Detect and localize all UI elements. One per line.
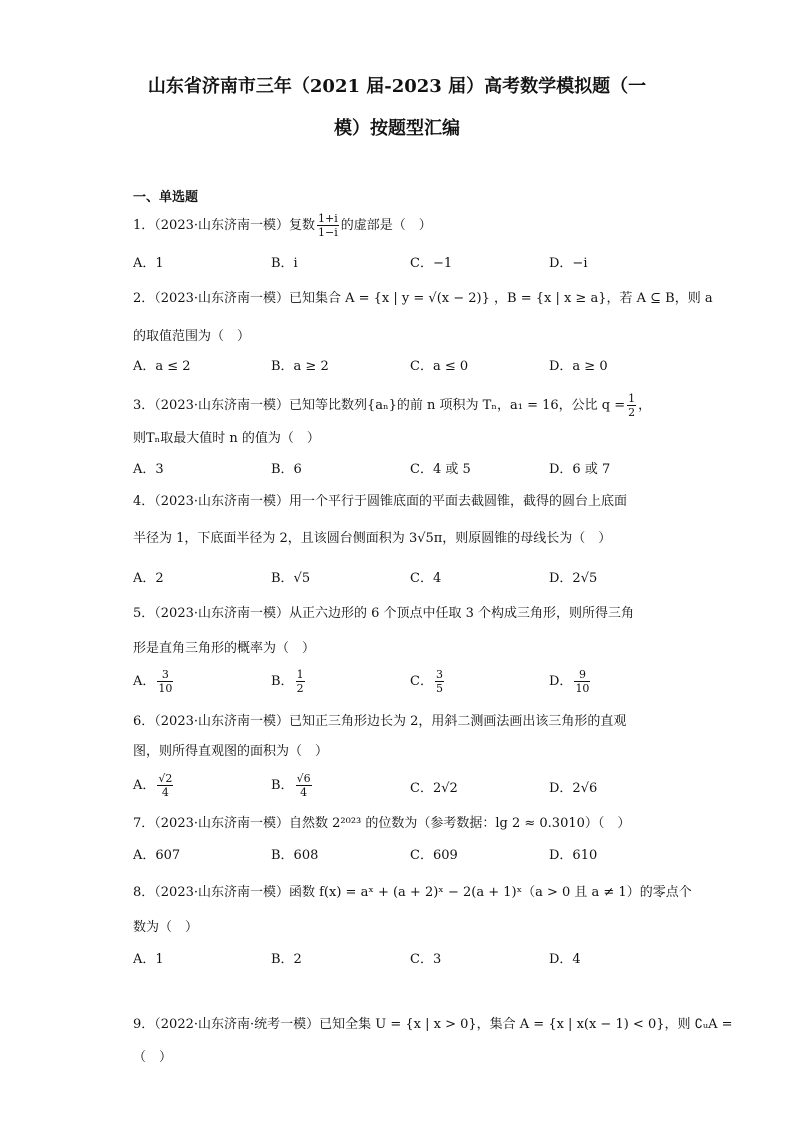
question-2-line-1: 2．（2023·山东济南一模）已知集合 A = {x | y = √(x − 2)} ，B = {x | x ≥ a}，若 A ⊆ B，则 a bbox=[133, 291, 713, 306]
question-3-line-2: 则Tₙ取最大值时 n 的值为（ ） bbox=[133, 431, 320, 446]
question-5-option-a bbox=[133, 668, 175, 695]
option-label: B． bbox=[271, 674, 294, 689]
fraction-numerator: 1 bbox=[628, 392, 636, 405]
question-1-option-b: B．i bbox=[271, 256, 298, 271]
question-7-option-b: B．608 bbox=[271, 848, 319, 863]
title-line-1: 山东省济南市三年（2021 届-2023 届）高考数学模拟题（一 bbox=[147, 76, 647, 97]
question-4-option-c: C．4 bbox=[410, 571, 442, 586]
option-fraction bbox=[296, 772, 312, 799]
question-6-line-1: 6．（2023·山东济南一模）已知正三角形边长为 2，用斜二测画法画出该三角形的直观 bbox=[133, 714, 627, 729]
question-3-option-a: A．3 bbox=[133, 462, 164, 477]
question-3-text-pre: 3．（2023·山东济南一模）已知等比数列{aₙ}的前 n 项积为 Tₙ，a₁ = 16，公比 q = bbox=[133, 398, 626, 413]
fraction-numerator: 3 bbox=[435, 668, 443, 681]
option-label: C． bbox=[410, 674, 433, 689]
question-3-text-post: ， bbox=[638, 398, 652, 413]
fraction-denominator: 10 bbox=[158, 682, 173, 695]
document-title bbox=[120, 66, 674, 150]
question-6-option-b bbox=[271, 772, 314, 799]
question-1-text-pre: 1．（2023·山东济南一模）复数 bbox=[133, 218, 315, 233]
question-5-option-b bbox=[271, 668, 307, 695]
fraction-numerator: 1 bbox=[296, 668, 304, 681]
title-line-2: 模）按题型汇编 bbox=[334, 118, 460, 139]
question-3-fraction bbox=[627, 392, 636, 419]
fraction-numerator: 3 bbox=[157, 668, 173, 682]
section-heading: 一、单选题 bbox=[133, 190, 199, 205]
fraction-denominator: 4 bbox=[300, 786, 308, 799]
option-fraction bbox=[296, 668, 305, 695]
question-7-option-d: D．610 bbox=[549, 848, 598, 863]
fraction-numerator: √2 bbox=[158, 772, 173, 785]
question-4-option-d: D．2√5 bbox=[549, 571, 598, 586]
question-6-option-d: D．2√6 bbox=[549, 781, 598, 796]
option-label: D． bbox=[549, 674, 573, 689]
question-2-option-d: D．a ≥ 0 bbox=[549, 359, 608, 374]
option-fraction bbox=[157, 668, 173, 695]
option-label: B． bbox=[271, 778, 294, 793]
question-5-line-2: 形是直角三角形的概率为（ ） bbox=[133, 641, 316, 656]
question-8-option-b: B．2 bbox=[271, 952, 302, 967]
question-5-option-c bbox=[410, 668, 446, 695]
question-8-line-2: 数为（ ） bbox=[133, 920, 199, 935]
question-4-line-2: 半径为 1，下底面半径为 2，且该圆台侧面积为 3√5π，则原圆锥的母线长为（ ） bbox=[133, 531, 612, 546]
question-1-fraction bbox=[317, 212, 339, 239]
fraction-numerator: √6 bbox=[296, 772, 311, 785]
question-4-option-b: B．√5 bbox=[271, 571, 311, 586]
question-9-line-2: （ ） bbox=[133, 1050, 173, 1065]
question-5-option-d bbox=[549, 668, 592, 695]
question-2-option-c: C．a ≤ 0 bbox=[410, 359, 469, 374]
fraction-denominator: 4 bbox=[161, 786, 169, 799]
question-1-option-c: C．−1 bbox=[410, 256, 453, 271]
question-3-option-c: C．4 或 5 bbox=[410, 462, 471, 477]
option-fraction bbox=[574, 668, 590, 695]
question-6-option-a bbox=[133, 772, 175, 799]
fraction-denominator: 10 bbox=[575, 682, 590, 695]
question-6-option-c: C．2√2 bbox=[410, 781, 458, 796]
question-6-line-2: 图，则所得直观图的面积为（ ） bbox=[133, 744, 329, 759]
question-2-option-a: A．a ≤ 2 bbox=[133, 359, 191, 374]
question-3-line-1 bbox=[133, 392, 663, 419]
option-label: A． bbox=[133, 674, 156, 689]
question-8-option-c: C．3 bbox=[410, 952, 442, 967]
question-1-text-post: 的虚部是（ ） bbox=[340, 218, 432, 233]
question-9-line-1: 9．（2022·山东济南·统考一模）已知全集 U = {x | x > 0}，集合 A = {x | x(x − 1) < 0}，则 ∁ᵤA = bbox=[133, 1017, 733, 1032]
question-4-line-1: 4．（2023·山东济南一模）用一个平行于圆锥底面的平面去截圆锥，截得的圆台上底面 bbox=[133, 494, 627, 509]
question-5-line-1: 5．（2023·山东济南一模）从正六边形的 6 个顶点中任取 3 个构成三角形，则所得三角 bbox=[133, 606, 635, 621]
fraction-denominator: 2 bbox=[296, 682, 304, 695]
fraction-numerator: 1+i bbox=[318, 212, 338, 225]
question-2-option-b: B．a ≥ 2 bbox=[271, 359, 329, 374]
question-7-option-a: A．607 bbox=[133, 848, 181, 863]
question-7-option-c: C．609 bbox=[410, 848, 458, 863]
question-2-line-2: 的取值范围为（ ） bbox=[133, 329, 251, 344]
fraction-numerator: 9 bbox=[574, 668, 590, 682]
question-3-option-d: D．6 或 7 bbox=[549, 462, 611, 477]
question-3-option-b: B．6 bbox=[271, 462, 302, 477]
fraction-denominator: 2 bbox=[628, 406, 636, 419]
question-8-option-a: A．1 bbox=[133, 952, 164, 967]
option-fraction bbox=[435, 668, 444, 695]
option-label: A． bbox=[133, 778, 156, 793]
question-4-option-a: A．2 bbox=[133, 571, 164, 586]
question-8-line-1: 8．（2023·山东济南一模）函数 f(x) = aˣ + (a + 2)ˣ − 2(a + 1)ˣ（a > 0 且 a ≠ 1）的零点个 bbox=[133, 885, 692, 900]
option-fraction bbox=[157, 772, 173, 799]
question-1 bbox=[133, 212, 663, 239]
question-8-option-d: D．4 bbox=[549, 952, 581, 967]
question-1-option-d: D．−i bbox=[549, 256, 588, 271]
fraction-denominator: 1−i bbox=[318, 226, 338, 239]
fraction-denominator: 5 bbox=[435, 682, 443, 695]
question-7-line-1: 7．（2023·山东济南一模）自然数 2²⁰²³ 的位数为（参考数据：lg 2 ≈ 0.3010）（ ） bbox=[133, 816, 631, 831]
question-1-option-a: A．1 bbox=[133, 256, 164, 271]
